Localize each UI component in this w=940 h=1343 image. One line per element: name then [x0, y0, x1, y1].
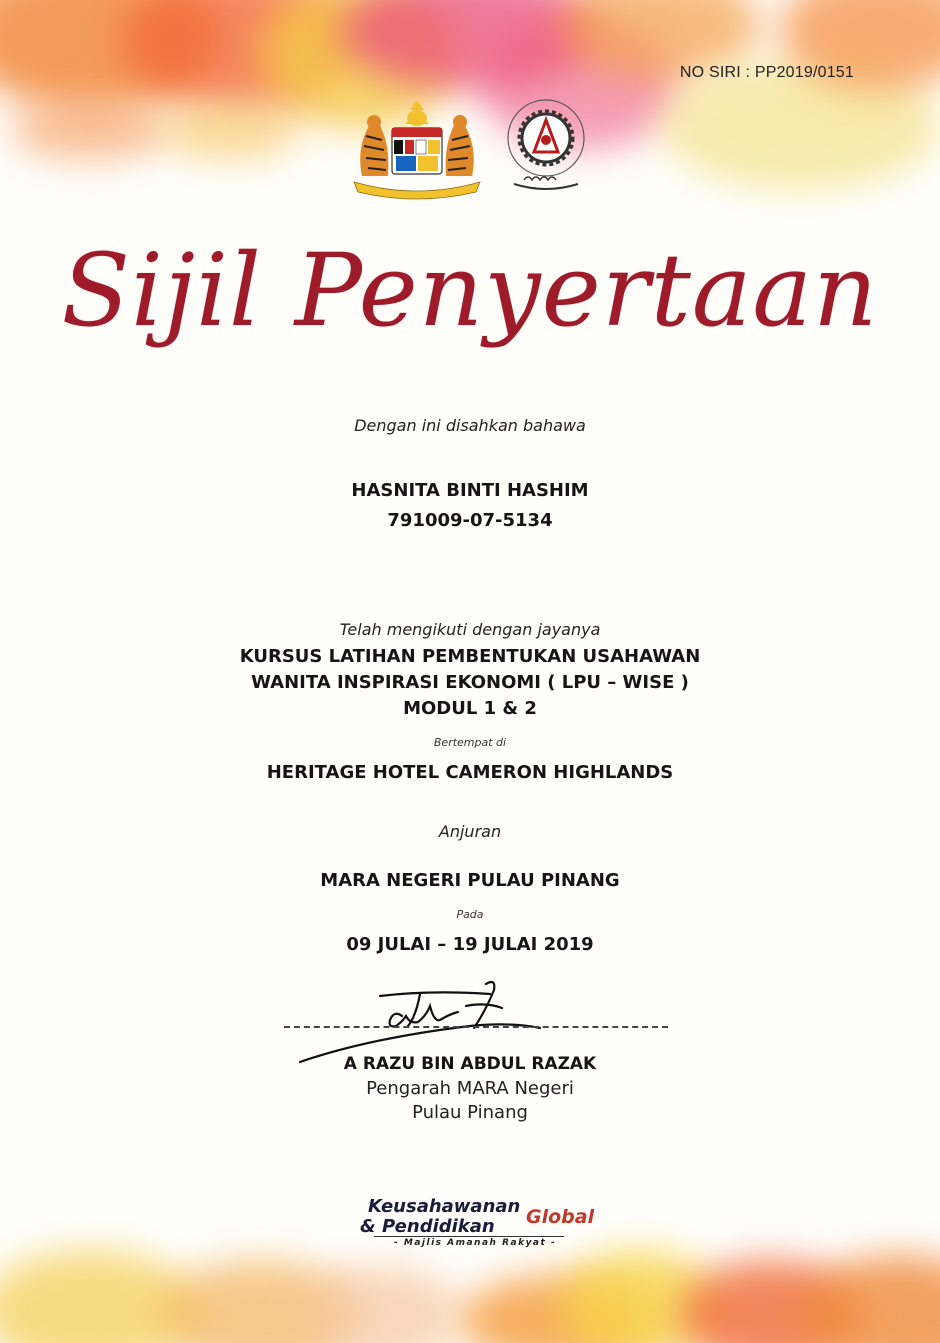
course-line-3: MODUL 1 & 2 [403, 698, 537, 719]
signature-line [284, 1026, 668, 1028]
completed-text: Telah mengikuti dengan jayanya [339, 620, 601, 639]
serial-number: NO SIRI : PP2019/0151 [679, 64, 854, 81]
organizer: MARA NEGERI PULAU PINANG [320, 870, 620, 891]
footer-logo-tagline: - Majlis Amanah Rakyat - [394, 1238, 557, 1248]
recipient-ic: 791009-07-5134 [387, 510, 553, 531]
footer-logo-rule [374, 1236, 564, 1237]
venue: HERITAGE HOTEL CAMERON HIGHLANDS [266, 762, 674, 783]
certificate-title: Sijil Penyertaan [61, 232, 879, 349]
date-range: 09 JULAI – 19 JULAI 2019 [346, 934, 594, 955]
footer-logo-line-3: Global [526, 1206, 595, 1228]
recipient-name: HASNITA BINTI HASHIM [351, 480, 589, 501]
malaysia-coat-of-arms-icon [344, 96, 490, 200]
footer-logo-line-1: Keusahawanan [368, 1196, 521, 1217]
footer-logo [360, 1196, 600, 1256]
signatory-name: A RAZU BIN ABDUL RAZAK [343, 1054, 597, 1074]
certify-text: Dengan ini disahkan bahawa [354, 416, 586, 435]
signatory-title-2: Pulau Pinang [412, 1102, 528, 1123]
date-label: Pada [456, 908, 484, 921]
footer-logo-line-2: & Pendidikan [360, 1216, 495, 1237]
mara-logo-icon [500, 94, 592, 198]
course-line-1: KURSUS LATIHAN PEMBENTUKAN USAHAWAN [239, 646, 701, 667]
venue-label: Bertempat di [433, 736, 507, 749]
course-line-2: WANITA INSPIRASI EKONOMI ( LPU – WISE ) [251, 672, 689, 693]
signatory-title-1: Pengarah MARA Negeri [366, 1078, 574, 1099]
organizer-label: Anjuran [438, 822, 502, 841]
